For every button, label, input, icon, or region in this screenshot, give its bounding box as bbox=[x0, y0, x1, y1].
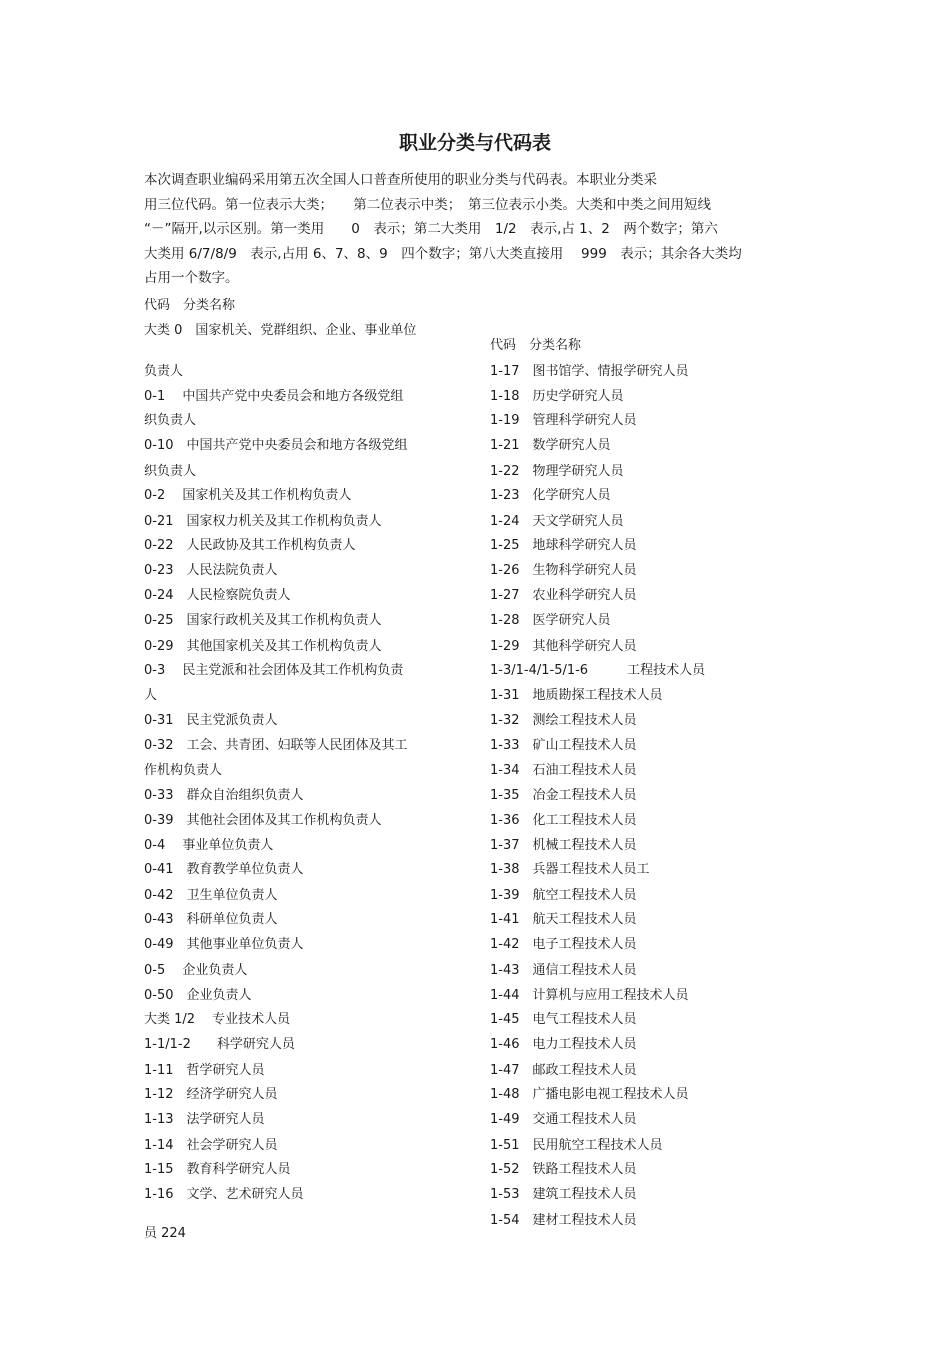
list-item: 1-47 邮政工程技术人员 bbox=[490, 1063, 637, 1078]
intro-line: “－”隔开,以示区别。第一类用 0 表示；第二大类用 1/2 表示,占 1、2 两个数字；第六 bbox=[144, 221, 718, 238]
list-item: 0-10 中国共产党中央委员会和地方各级党组 bbox=[144, 438, 408, 453]
list-item: 1-32 测绘工程技术人员 bbox=[490, 713, 637, 728]
list-item: 1-16 文学、艺术研究人员 bbox=[144, 1187, 304, 1202]
list-item: 1-18 历史学研究人员 bbox=[490, 389, 624, 404]
list-item: 0-23 人民法院负责人 bbox=[144, 563, 278, 578]
list-item: 1-24 天文学研究人员 bbox=[490, 514, 624, 529]
list-item: 织负责人 bbox=[144, 464, 197, 479]
list-item: 1-42 电子工程技术人员 bbox=[490, 937, 637, 952]
list-item: 0-22 人民政协及其工作机构负责人 bbox=[144, 538, 356, 553]
list-item: 1-38 兵器工程技术人员工 bbox=[490, 862, 650, 877]
list-item: 负责人 bbox=[144, 364, 184, 379]
list-item: 1-15 教育科学研究人员 bbox=[144, 1162, 291, 1177]
list-item: 0-41 教育教学单位负责人 bbox=[144, 862, 304, 877]
list-item: 1-45 电气工程技术人员 bbox=[490, 1012, 637, 1027]
list-item: 0-29 其他国家机关及其工作机构负责人 bbox=[144, 639, 382, 654]
list-item: 1-44 计算机与应用工程技术人员 bbox=[490, 988, 689, 1003]
list-item: 1-19 管理科学研究人员 bbox=[490, 413, 637, 428]
list-item: 1-14 社会学研究人员 bbox=[144, 1138, 278, 1153]
list-item: 0-4 事业单位负责人 bbox=[144, 838, 274, 853]
list-item: 0-39 其他社会团体及其工作机构负责人 bbox=[144, 813, 382, 828]
list-item: 1-29 其他科学研究人员 bbox=[490, 639, 637, 654]
list-item: 作机构负责人 bbox=[144, 763, 223, 778]
list-item: 1-46 电力工程技术人员 bbox=[490, 1037, 637, 1052]
list-item: 1-22 物理学研究人员 bbox=[490, 464, 624, 479]
list-item: 0-42 卫生单位负责人 bbox=[144, 888, 278, 903]
column-header: 代码 分类名称 bbox=[144, 298, 236, 313]
list-item: 0-1 中国共产党中央委员会和地方各级党组 bbox=[144, 389, 404, 404]
page-title: 职业分类与代码表 bbox=[398, 132, 551, 154]
list-item: 1-23 化学研究人员 bbox=[490, 488, 611, 503]
list-item: 1-41 航天工程技术人员 bbox=[490, 912, 637, 927]
list-item: 1-48 广播电影电视工程技术人员 bbox=[490, 1087, 689, 1102]
intro-line: 大类用 6/7/8/9 表示,占用 6、7、8、9 四个数字；第八大类直接用 999 表示；其余各大类均 bbox=[144, 245, 742, 262]
list-item: 1-36 化工工程技术人员 bbox=[490, 813, 637, 828]
list-item: 1-33 矿山工程技术人员 bbox=[490, 738, 637, 753]
list-item: 1-37 机械工程技术人员 bbox=[490, 838, 637, 853]
list-item: 织负责人 bbox=[144, 413, 197, 428]
intro-line: 占用一个数字。 bbox=[144, 270, 239, 287]
list-item: 1-28 医学研究人员 bbox=[490, 613, 611, 628]
category-heading: 大类 0 国家机关、党群组织、企业、事业单位 bbox=[144, 323, 417, 338]
list-item: 0-32 工会、共青团、妇联等人民团体及其工 bbox=[144, 738, 408, 753]
list-item: 1-21 数学研究人员 bbox=[490, 438, 611, 453]
list-item: 0-25 国家行政机关及其工作机构负责人 bbox=[144, 613, 382, 628]
list-item: 1-43 通信工程技术人员 bbox=[490, 963, 637, 978]
list-item: 1-11 哲学研究人员 bbox=[144, 1063, 265, 1078]
intro-line: 用三位代码。第一位表示大类； 第二位表示中类； 第三位表示小类。大类和中类之间用短线 bbox=[144, 196, 711, 213]
list-item: 0-2 国家机关及其工作机构负责人 bbox=[144, 488, 352, 503]
list-item: 1-51 民用航空工程技术人员 bbox=[490, 1138, 663, 1153]
list-item: 0-5 企业负责人 bbox=[144, 963, 248, 978]
list-item: 0-31 民主党派负责人 bbox=[144, 713, 278, 728]
list-item: 1-35 冶金工程技术人员 bbox=[490, 788, 637, 803]
list-item: 0-24 人民检察院负责人 bbox=[144, 588, 291, 603]
list-item: 1-49 交通工程技术人员 bbox=[490, 1112, 637, 1127]
list-item: 0-33 群众自治组织负责人 bbox=[144, 788, 304, 803]
list-item: 0-3 民主党派和社会团体及其工作机构负责 bbox=[144, 663, 404, 678]
list-item: 0-21 国家权力机关及其工作机构负责人 bbox=[144, 514, 382, 529]
category-heading: 大类 1/2 专业技术人员 bbox=[144, 1012, 291, 1027]
page-footer: 员 224 bbox=[144, 1226, 186, 1241]
list-item: 1-39 航空工程技术人员 bbox=[490, 888, 637, 903]
intro-paragraph bbox=[144, 168, 804, 291]
list-item: 0-43 科研单位负责人 bbox=[144, 912, 278, 927]
list-item: 1-31 地质勘探工程技术人员 bbox=[490, 688, 663, 703]
intro-line: 本次调查职业编码采用第五次全国人口普查所使用的职业分类与代码表。本职业分类采 bbox=[144, 172, 657, 188]
list-item: 0-49 其他事业单位负责人 bbox=[144, 937, 304, 952]
list-item: 1-53 建筑工程技术人员 bbox=[490, 1187, 637, 1202]
list-item: 0-50 企业负责人 bbox=[144, 988, 252, 1003]
list-item: 1-27 农业科学研究人员 bbox=[490, 588, 637, 603]
list-item: 1-17 图书馆学、情报学研究人员 bbox=[490, 364, 689, 379]
list-item: 1-34 石油工程技术人员 bbox=[490, 763, 637, 778]
list-item: 1-54 建材工程技术人员 bbox=[490, 1213, 637, 1228]
list-item: 1-1/1-2 科学研究人员 bbox=[144, 1037, 295, 1052]
list-item: 1-26 生物科学研究人员 bbox=[490, 563, 637, 578]
column-header: 代码 分类名称 bbox=[490, 338, 582, 353]
list-item: 1-52 铁路工程技术人员 bbox=[490, 1162, 637, 1177]
list-item: 人 bbox=[144, 688, 158, 703]
list-item: 1-12 经济学研究人员 bbox=[144, 1087, 278, 1102]
list-item: 1-25 地球科学研究人员 bbox=[490, 538, 637, 553]
list-item: 1-13 法学研究人员 bbox=[144, 1112, 265, 1127]
category-heading: 1-3/1-4/1-5/1-6 工程技术人员 bbox=[490, 663, 706, 678]
